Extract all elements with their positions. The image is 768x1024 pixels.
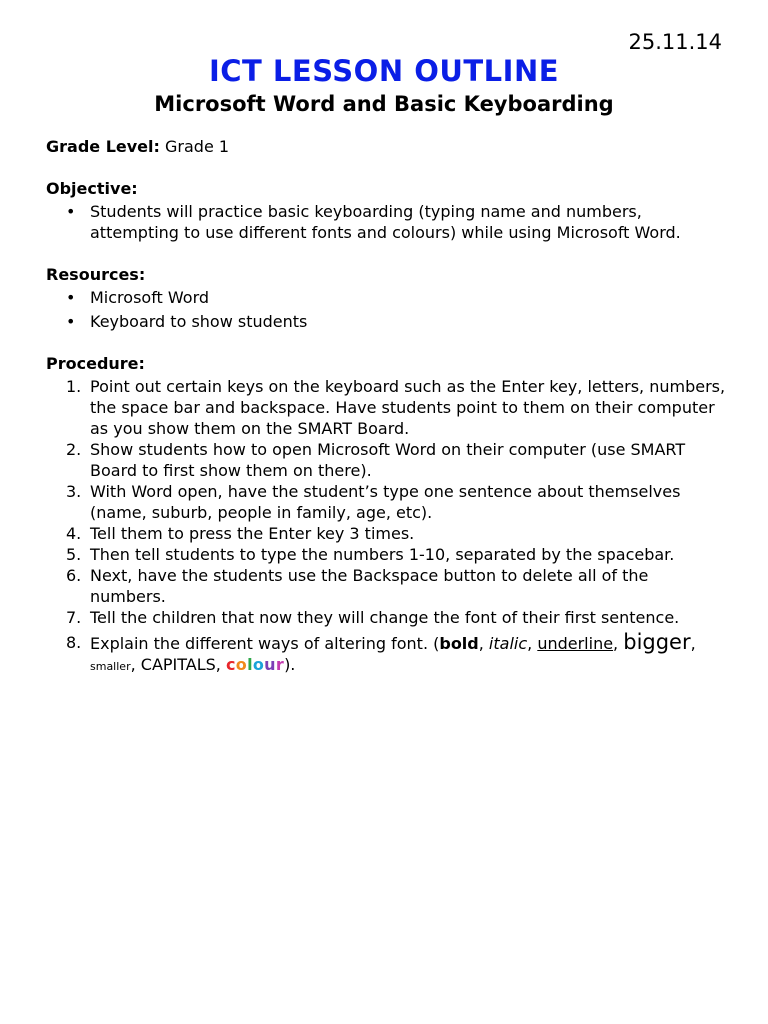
bold-example: bold bbox=[439, 634, 479, 653]
step-number: 3. bbox=[66, 482, 82, 501]
step8-close: ). bbox=[284, 655, 296, 674]
step8-intro: Explain the different ways of altering font. ( bbox=[90, 634, 440, 653]
procedure-step bbox=[46, 481, 726, 523]
resource-item bbox=[46, 287, 726, 308]
procedure-list bbox=[46, 376, 726, 677]
step-text: Tell the children that now they will change the font of their first sentence. bbox=[90, 608, 680, 627]
colour-example bbox=[226, 655, 284, 674]
step-number: 1. bbox=[66, 377, 82, 396]
procedure-step bbox=[46, 632, 726, 677]
resource-item-text: Keyboard to show students bbox=[90, 312, 308, 331]
separator: , bbox=[215, 655, 226, 674]
resource-item-text: Microsoft Word bbox=[90, 288, 210, 307]
document-title: ICT LESSON OUTLINE bbox=[208, 54, 560, 88]
procedure-step bbox=[46, 544, 726, 565]
step-number: 6. bbox=[66, 566, 82, 585]
step-text: Then tell students to type the numbers 1-10, separated by the spacebar. bbox=[90, 545, 675, 564]
step-number: 2. bbox=[66, 440, 82, 459]
grade-level-label: Grade Level: bbox=[46, 137, 160, 156]
separator: , bbox=[690, 634, 696, 653]
colour-letter: c bbox=[225, 655, 236, 674]
resource-item bbox=[46, 311, 726, 332]
objective-item-text: Students will practice basic keyboarding (typing name and numbers, attempting to use different fonts and colours) while using Microsoft Word. bbox=[90, 202, 681, 242]
step-text: Point out certain keys on the keyboard such as the Enter key, letters, numbers, the space bar and backspace. Have students point to them on their computer as you show them on the SMART Board. bbox=[90, 377, 726, 438]
step-number: 7. bbox=[66, 608, 82, 627]
bullet-icon: • bbox=[66, 312, 76, 331]
step-number: 5. bbox=[66, 545, 82, 564]
bullet-icon: • bbox=[66, 202, 76, 221]
step-text bbox=[90, 630, 696, 674]
step-number: 4. bbox=[66, 524, 82, 543]
objective-heading: Objective: bbox=[46, 179, 138, 198]
procedure-step bbox=[46, 523, 726, 544]
smaller-example: smaller bbox=[90, 660, 131, 673]
separator: , bbox=[478, 634, 489, 653]
step-text: Next, have the students use the Backspace button to delete all of the numbers. bbox=[90, 566, 649, 606]
procedure-step bbox=[46, 565, 726, 607]
procedure-step bbox=[46, 607, 726, 628]
colour-letter: o bbox=[252, 655, 265, 674]
resources-list bbox=[46, 287, 726, 332]
underline-example: underline bbox=[537, 634, 614, 653]
separator: , bbox=[130, 655, 141, 674]
colour-letter: r bbox=[275, 655, 285, 674]
step-text: Show students how to open Microsoft Word on their computer (use SMART Board to first show them on there). bbox=[90, 440, 686, 480]
colour-letter: o bbox=[235, 655, 248, 674]
bullet-icon: • bbox=[66, 288, 76, 307]
step-text: With Word open, have the student’s type one sentence about themselves (name, suburb, people in family, age, etc). bbox=[90, 482, 681, 522]
bigger-example: bigger bbox=[623, 630, 691, 654]
procedure-step bbox=[46, 439, 726, 481]
step-number: 8. bbox=[66, 633, 82, 652]
procedure-heading: Procedure: bbox=[46, 354, 145, 373]
capitals-example: CAPITALS bbox=[140, 655, 216, 674]
document-body bbox=[46, 136, 726, 677]
separator: , bbox=[527, 634, 538, 653]
grade-level-value: Grade 1 bbox=[165, 137, 230, 156]
grade-level-line bbox=[46, 136, 726, 157]
separator: , bbox=[613, 634, 619, 653]
objective-list bbox=[46, 201, 726, 243]
objective-item bbox=[46, 201, 726, 243]
colour-letter: u bbox=[264, 655, 276, 674]
procedure-step bbox=[46, 376, 726, 439]
resources-heading: Resources: bbox=[46, 265, 146, 284]
italic-example: italic bbox=[488, 634, 528, 653]
step-text: Tell them to press the Enter key 3 times. bbox=[90, 524, 415, 543]
colour-letter: l bbox=[247, 655, 253, 674]
document-subtitle: Microsoft Word and Basic Keyboarding bbox=[154, 92, 614, 116]
document-date: 25.11.14 bbox=[628, 30, 722, 54]
